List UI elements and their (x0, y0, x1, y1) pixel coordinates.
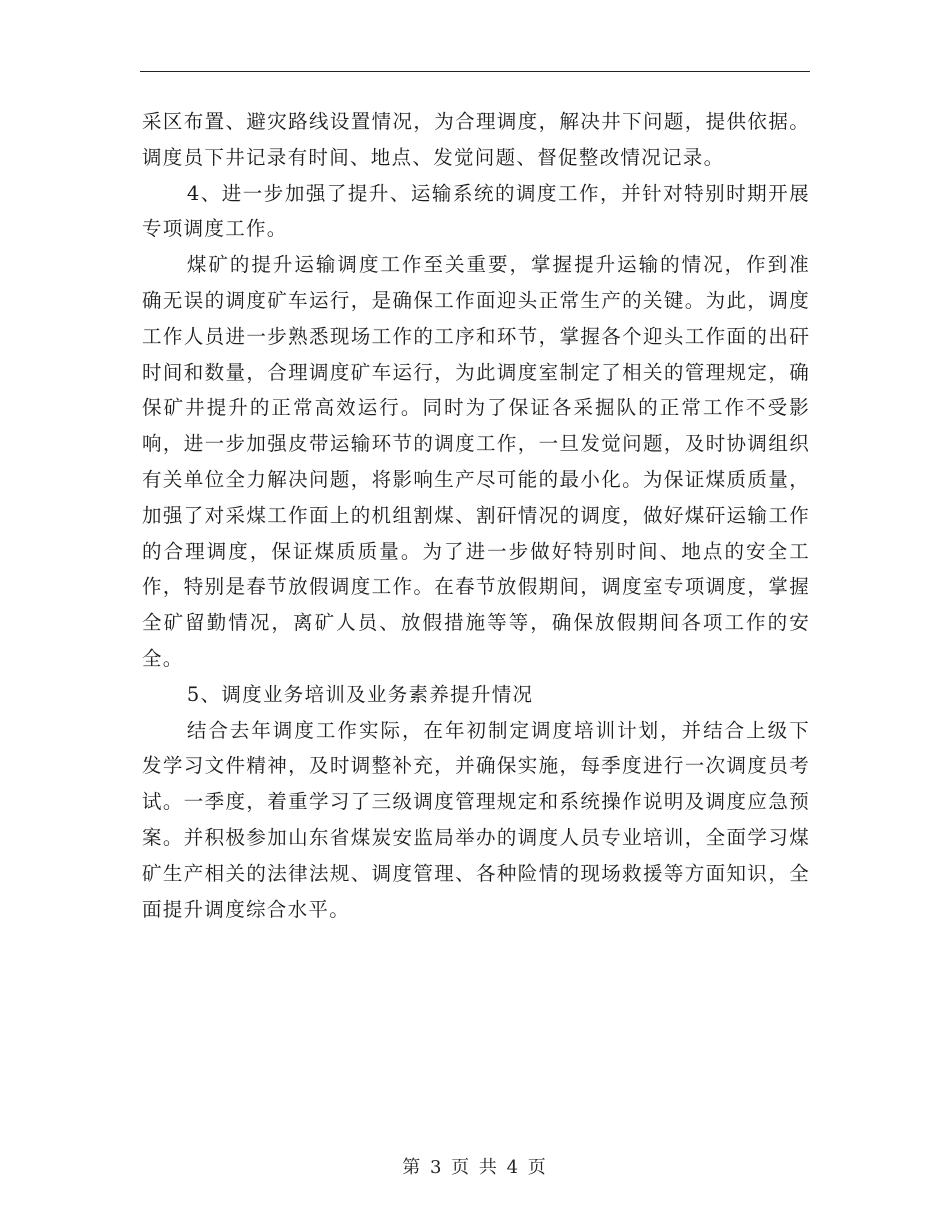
footer-page-number: 3 (429, 1157, 444, 1178)
footer-suffix: 页 (527, 1157, 548, 1178)
paragraph-1: 采区布置、避灾路线设置情况，为合理调度，解决井下问题，提供依据。调度员下井记录有时间、地点、发觉问题、督促整改情况记录。 (142, 110, 810, 169)
paragraph-2: 4、进一步加强了提升、运输系统的调度工作，并针对特别时期开展专项调度工作。 (142, 181, 810, 241)
page-footer (0, 1153, 950, 1179)
document-body (142, 104, 810, 927)
paragraph-4: 5、调度业务培训及业务素养提升情况 (186, 682, 534, 706)
footer-prefix: 第 (402, 1157, 423, 1178)
footer-middle: 页 共 (451, 1157, 499, 1178)
paragraph-5: 结合去年调度工作实际，在年初制定调度培训计划，并结合上级下发学习文件精神，及时调整补充，并确保实施，每季度进行一次调度员考试。一季度，着重学习了三级调度管理规定和系统操作说明及调度应急预案。并积极参加山东省煤炭安监局举办的调度人员专业培训，全面学习煤矿生产相关的法律法规、调度管理、各种险情的现场救援等方面知识，全面提升调度综合水平。 (142, 718, 810, 921)
header-rule (140, 71, 810, 72)
footer-total-pages: 4 (506, 1157, 521, 1178)
paragraph-3: 煤矿的提升运输调度工作至关重要，掌握提升运输的情况，作到准确无误的调度矿车运行，是确保工作面迎头正常生产的关键。为此，调度工作人员进一步熟悉现场工作的工序和环节，掌握各个迎头工作面的出矸时间和数量，合理调度矿车运行，为此调度室制定了相关的管理规定，确保矿井提升的正常高效运行。同时为了保证各采掘队的正常工作不受影响，进一步加强皮带运输环节的调度工作，一旦发觉问题，及时协调组织有关单位全力解决问题，将影响生产尽可能的最小化。为保证煤质质量，加强了对采煤工作面上的机组割煤、割矸情况的调度，做好煤矸运输工作的合理调度，保证煤质质量。为了进一步做好特别时间、地点的安全工作，特别是春节放假调度工作。在春节放假期间，调度室专项调度，掌握全矿留勤情况，离矿人员、放假措施等等，确保放假期间各项工作的安全。 (142, 253, 810, 670)
